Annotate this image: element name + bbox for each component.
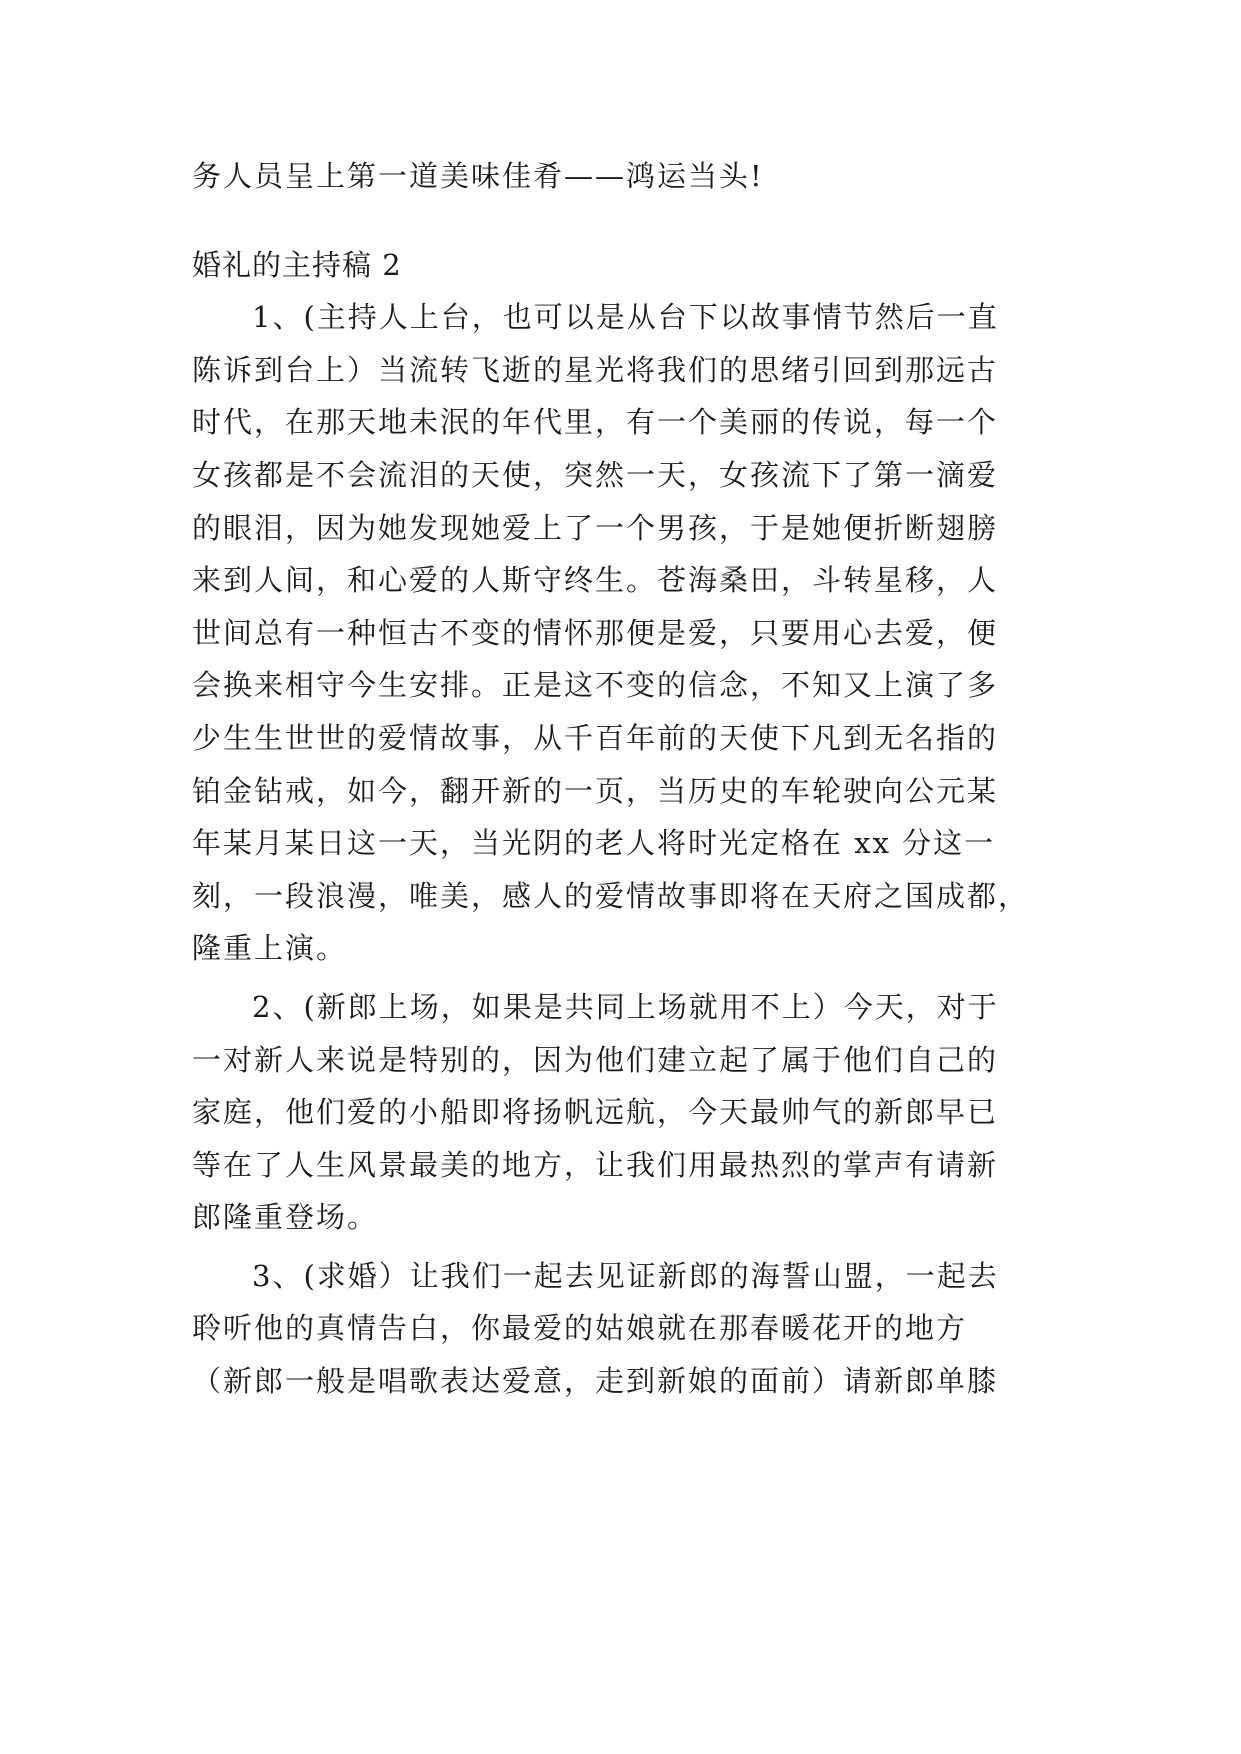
paragraph-line: 女孩都是不会流泪的天使，突然一天，女孩流下了第一滴爱 bbox=[192, 457, 999, 492]
continuation-line: 务人员呈上第一道美味佳肴——鸿运当头! bbox=[192, 159, 764, 193]
section-title: 婚礼的主持稿 2 bbox=[192, 247, 402, 282]
paragraph-line: 郎隆重登场。 bbox=[192, 1200, 379, 1235]
paragraph-line: 陈诉到台上）当流转飞逝的星光将我们的思绪引回到那远古 bbox=[192, 352, 999, 387]
paragraph-line: 隆重上演。 bbox=[192, 931, 348, 966]
paragraph-2 bbox=[192, 981, 1052, 1244]
paragraph-line: 2、(新郎上场，如果是共同上场就用不上）今天，对于 bbox=[252, 989, 999, 1024]
paragraph-1 bbox=[192, 291, 1052, 975]
paragraph-line: 来到人间，和心爱的人斯守终生。苍海桑田，斗转星移，人 bbox=[192, 563, 999, 598]
paragraph-line: （新郎一般是唱歌表达爱意，走到新娘的面前）请新郎单膝 bbox=[192, 1364, 999, 1399]
paragraph-line: 等在了人生风景最美的地方，让我们用最热烈的掌声有请新 bbox=[192, 1147, 999, 1182]
paragraph-line: 刻，一段浪漫，唯美，感人的爱情故事即将在天府之国成都， bbox=[192, 878, 1030, 913]
paragraph-line: 世间总有一种恒古不变的情怀那便是爱，只要用心去爱，便 bbox=[192, 615, 999, 650]
paragraph-line: 聆听他的真情告白，你最爱的姑娘就在那春暖花开的地方 bbox=[192, 1311, 968, 1346]
paragraph-line: 1、(主持人上台，也可以是从台下以故事情节然后一直 bbox=[252, 300, 999, 335]
paragraph-line: 的眼泪，因为她发现她爱上了一个男孩，于是她便折断翅膀 bbox=[192, 510, 999, 545]
paragraph-line: 一对新人来说是特别的，因为他们建立起了属于他们自己的 bbox=[192, 1042, 999, 1077]
paragraph-line: 铂金钻戒，如今，翻开新的一页，当历史的车轮驶向公元某 bbox=[192, 773, 999, 808]
document-body bbox=[192, 150, 1052, 1408]
paragraph-line: 家庭，他们爱的小船即将扬帆远航，今天最帅气的新郎早已 bbox=[192, 1095, 999, 1130]
paragraph-line: 会换来相守今生安排。正是这不变的信念，不知又上演了多 bbox=[192, 668, 999, 703]
paragraph-line: 3、(求婚）让我们一起去见证新郎的海誓山盟，一起去 bbox=[252, 1258, 999, 1293]
paragraph-line: 年某月某日这一天，当光阴的老人将时光定格在 xx 分这一 bbox=[192, 826, 996, 861]
paragraph-3 bbox=[192, 1250, 1052, 1408]
paragraph-line: 少生生世世的爱情故事，从千百年前的天使下凡到无名指的 bbox=[192, 720, 999, 755]
paragraph-line: 时代，在那天地未泯的年代里，有一个美丽的传说，每一个 bbox=[192, 405, 999, 440]
